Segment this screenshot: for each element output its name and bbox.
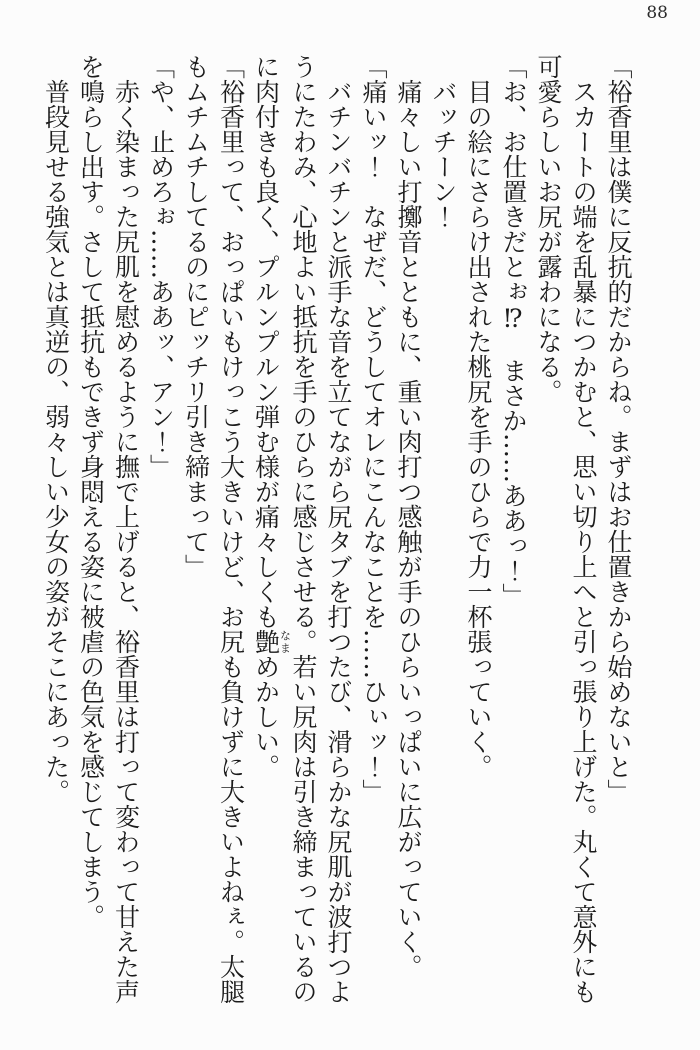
narrative-paragraph: 目の絵にさらけ出された桃尻を手のひらで力一杯張っていく。 — [464, 79, 493, 779]
dialogue-paragraph: 「や、止めろぉ……ああッ、アン！」 — [146, 54, 176, 479]
dialogue-paragraph: 「裕香里は僕に反抗的だからね。まずはお仕置きから始めないと」 — [604, 54, 633, 804]
narrative-paragraph: 普段見せる強気とは真逆の、弱々しい少女の姿がそこにあった。 — [41, 79, 71, 804]
dialogue-paragraph: 「痛いッ！ なぜだ、どうしてオレにこんなことを……ひぃッ！」 — [359, 54, 388, 804]
narrative-paragraph: バッチーン！ — [429, 79, 458, 229]
dialogue-paragraph: 「裕香里って、おっぱいもけっこう大きいけど、お尻も負けずに大きいよねぇ。太腿もムチムチしてるのにピッチリ引き締まって」 — [181, 54, 246, 1004]
furigana: なま — [278, 629, 292, 654]
narrative-paragraph: 痛々しい打擲音とともに、重い肉打つ感触が手のひらいっぱいに広がっていく。 — [394, 79, 423, 979]
page-number: 88 — [646, 3, 668, 23]
dialogue-paragraph: 「お、お仕置きだとぉ⁉ まさか……ああっ！」 — [499, 54, 528, 608]
narrative-paragraph: スカートの端を乱暴につかむと、思い切り上へと引っ張り上げた。丸くて意外にも可愛らしいお尻が露わになる。 — [534, 54, 598, 1004]
ruby-annotated-word: 艶なま — [251, 629, 292, 654]
narrative-paragraph: 赤く染まった尻肌を慰めるように撫で上げると、裕香里は打って変わって甘えた声を鳴らし出す。さして抵抗もできず身悶える姿に被虐の色気を感じてしまう。 — [76, 54, 141, 1004]
narrative-paragraph: バチンバチンと派手な音を立てながら尻タブを打つたび、滑らかな尻肌が波打つようにたわみ、心地よい抵抗を手のひらに感じさせる。若い尻肉は引き締まっているのに肉付きも良く、プルンプルン弾む様が痛々しくも艶なまめかしい。 — [251, 54, 353, 1004]
text-block — [39, 54, 637, 1006]
